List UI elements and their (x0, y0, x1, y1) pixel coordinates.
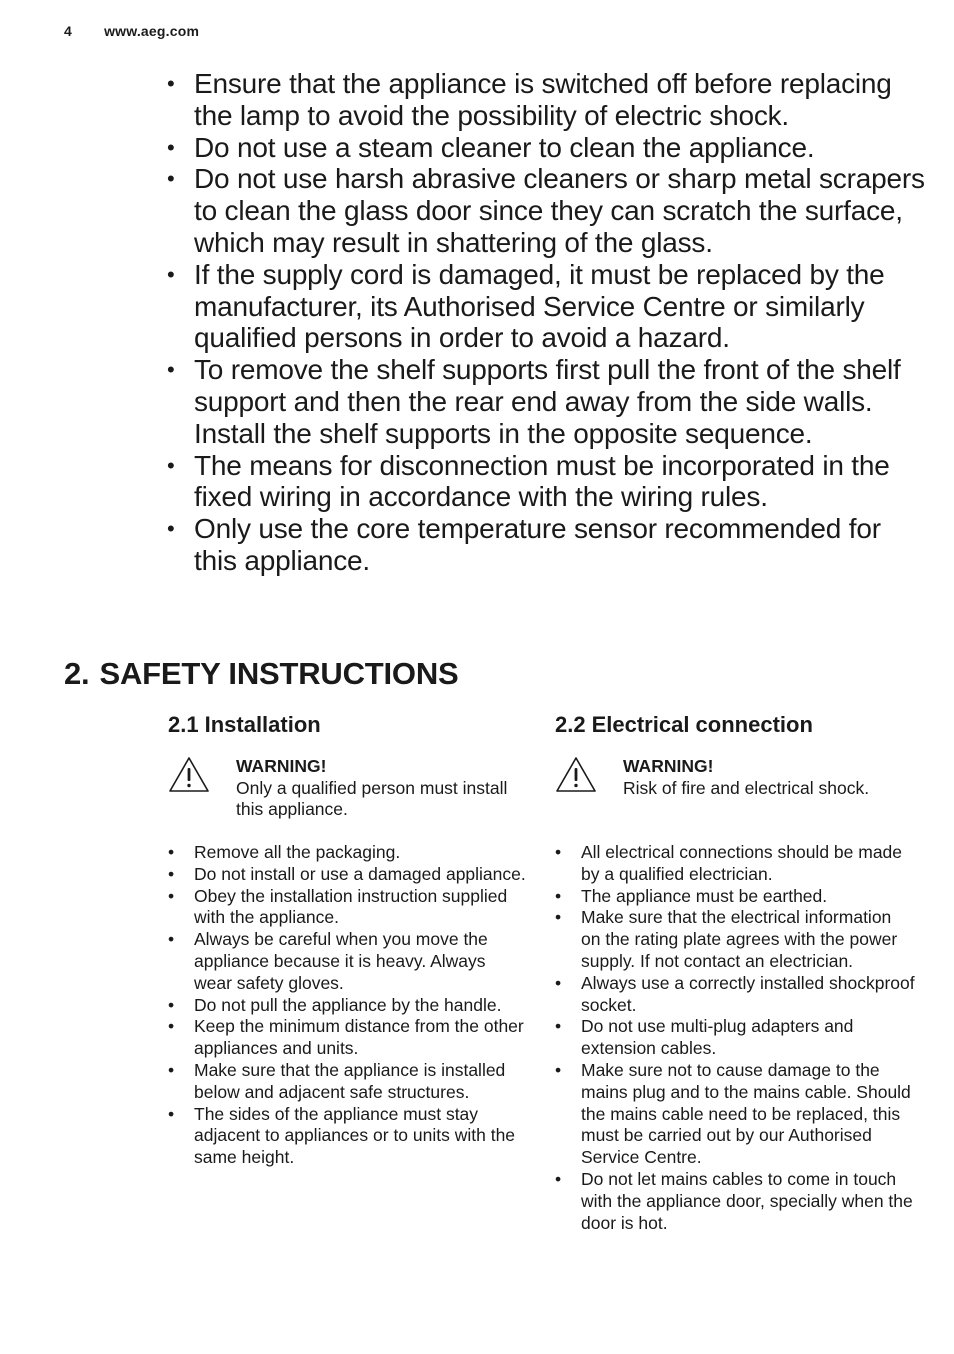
list-item: • Always be careful when you move the appliance because it is heavy. Always wear safety gloves. (168, 929, 528, 994)
list-item: • Do not install or use a damaged appliance. (168, 864, 528, 886)
page-header (64, 23, 199, 39)
warning-box (168, 756, 528, 826)
list-item: • To remove the shelf supports first pull the front of the shelf support and then the rear end away from the side walls. Install the shelf supports in the opposite sequence. (167, 354, 927, 449)
list-item: • The sides of the appliance must stay adjacent to appliances or to units with the same height. (168, 1104, 528, 1169)
page-number: 4 (64, 23, 72, 39)
list-item: • Make sure not to cause damage to the mains plug and to the mains cable. Should the mains cable need to be replaced, this must be carried out by our Authorised Service Centre. (555, 1060, 915, 1169)
section-title-text: SAFETY INSTRUCTIONS (99, 656, 459, 691)
list-item: • Make sure that the appliance is installed below and adjacent safe structures. (168, 1060, 528, 1104)
warning-title: WARNING! (623, 756, 714, 776)
section-number: 2. (64, 656, 90, 691)
subsection-number: 2.1 (168, 712, 199, 737)
list-item: • Do not use a steam cleaner to clean the appliance. (167, 132, 927, 164)
list-item: • If the supply cord is damaged, it must be replaced by the manufacturer, its Authorised Service Centre or similarly qualified persons in order to avoid a hazard. (167, 259, 927, 354)
warning-title: WARNING! (236, 756, 327, 776)
list-item: • The appliance must be earthed. (555, 886, 915, 908)
section-title (64, 656, 459, 692)
list-item: • Do not let mains cables to come in touch with the appliance door, specially when the door is hot. (555, 1169, 915, 1234)
electrical-list (555, 842, 915, 1234)
list-item: • Obey the installation instruction supplied with the appliance. (168, 886, 528, 930)
list-item: • Ensure that the appliance is switched off before replacing the lamp to avoid the possibility of electric shock. (167, 68, 927, 132)
installation-column (168, 712, 528, 1169)
electrical-column (555, 712, 915, 1234)
list-item: • Remove all the packaging. (168, 842, 528, 864)
warning-text-block (623, 756, 869, 799)
intro-safety-list (167, 68, 927, 577)
warning-message: Only a qualified person must install this appliance. (236, 777, 508, 819)
list-item: • Only use the core temperature sensor recommended for this appliance. (167, 513, 927, 577)
subsection-title-text: Installation (204, 712, 321, 737)
subsection-title (555, 712, 915, 738)
list-item: • Keep the minimum distance from the other appliances and units. (168, 1016, 528, 1060)
subsection-title (168, 712, 528, 738)
list-item: • Make sure that the electrical information on the rating plate agrees with the power supply. If not contact an electrician. (555, 907, 915, 972)
list-item: • Do not pull the appliance by the handle. (168, 995, 528, 1017)
list-item: • The means for disconnection must be incorporated in the fixed wiring in accordance with the wiring rules. (167, 450, 927, 514)
list-item: • Do not use multi-plug adapters and extension cables. (555, 1016, 915, 1060)
warning-triangle-icon (555, 756, 597, 794)
warning-triangle-icon (168, 756, 210, 794)
warning-text-block (236, 756, 528, 821)
list-item: • Do not use harsh abrasive cleaners or sharp metal scrapers to clean the glass door since they can scratch the surface, which may result in shattering of the glass. (167, 163, 927, 258)
header-url: www.aeg.com (104, 23, 200, 39)
subsection-number: 2.2 (555, 712, 586, 737)
subsection-title-text: Electrical connection (591, 712, 813, 737)
installation-list (168, 842, 528, 1169)
warning-box (555, 756, 915, 826)
list-item: • Always use a correctly installed shockproof socket. (555, 973, 915, 1017)
warning-message: Risk of fire and electrical shock. (623, 777, 870, 798)
list-item: • All electrical connections should be made by a qualified electrician. (555, 842, 915, 886)
